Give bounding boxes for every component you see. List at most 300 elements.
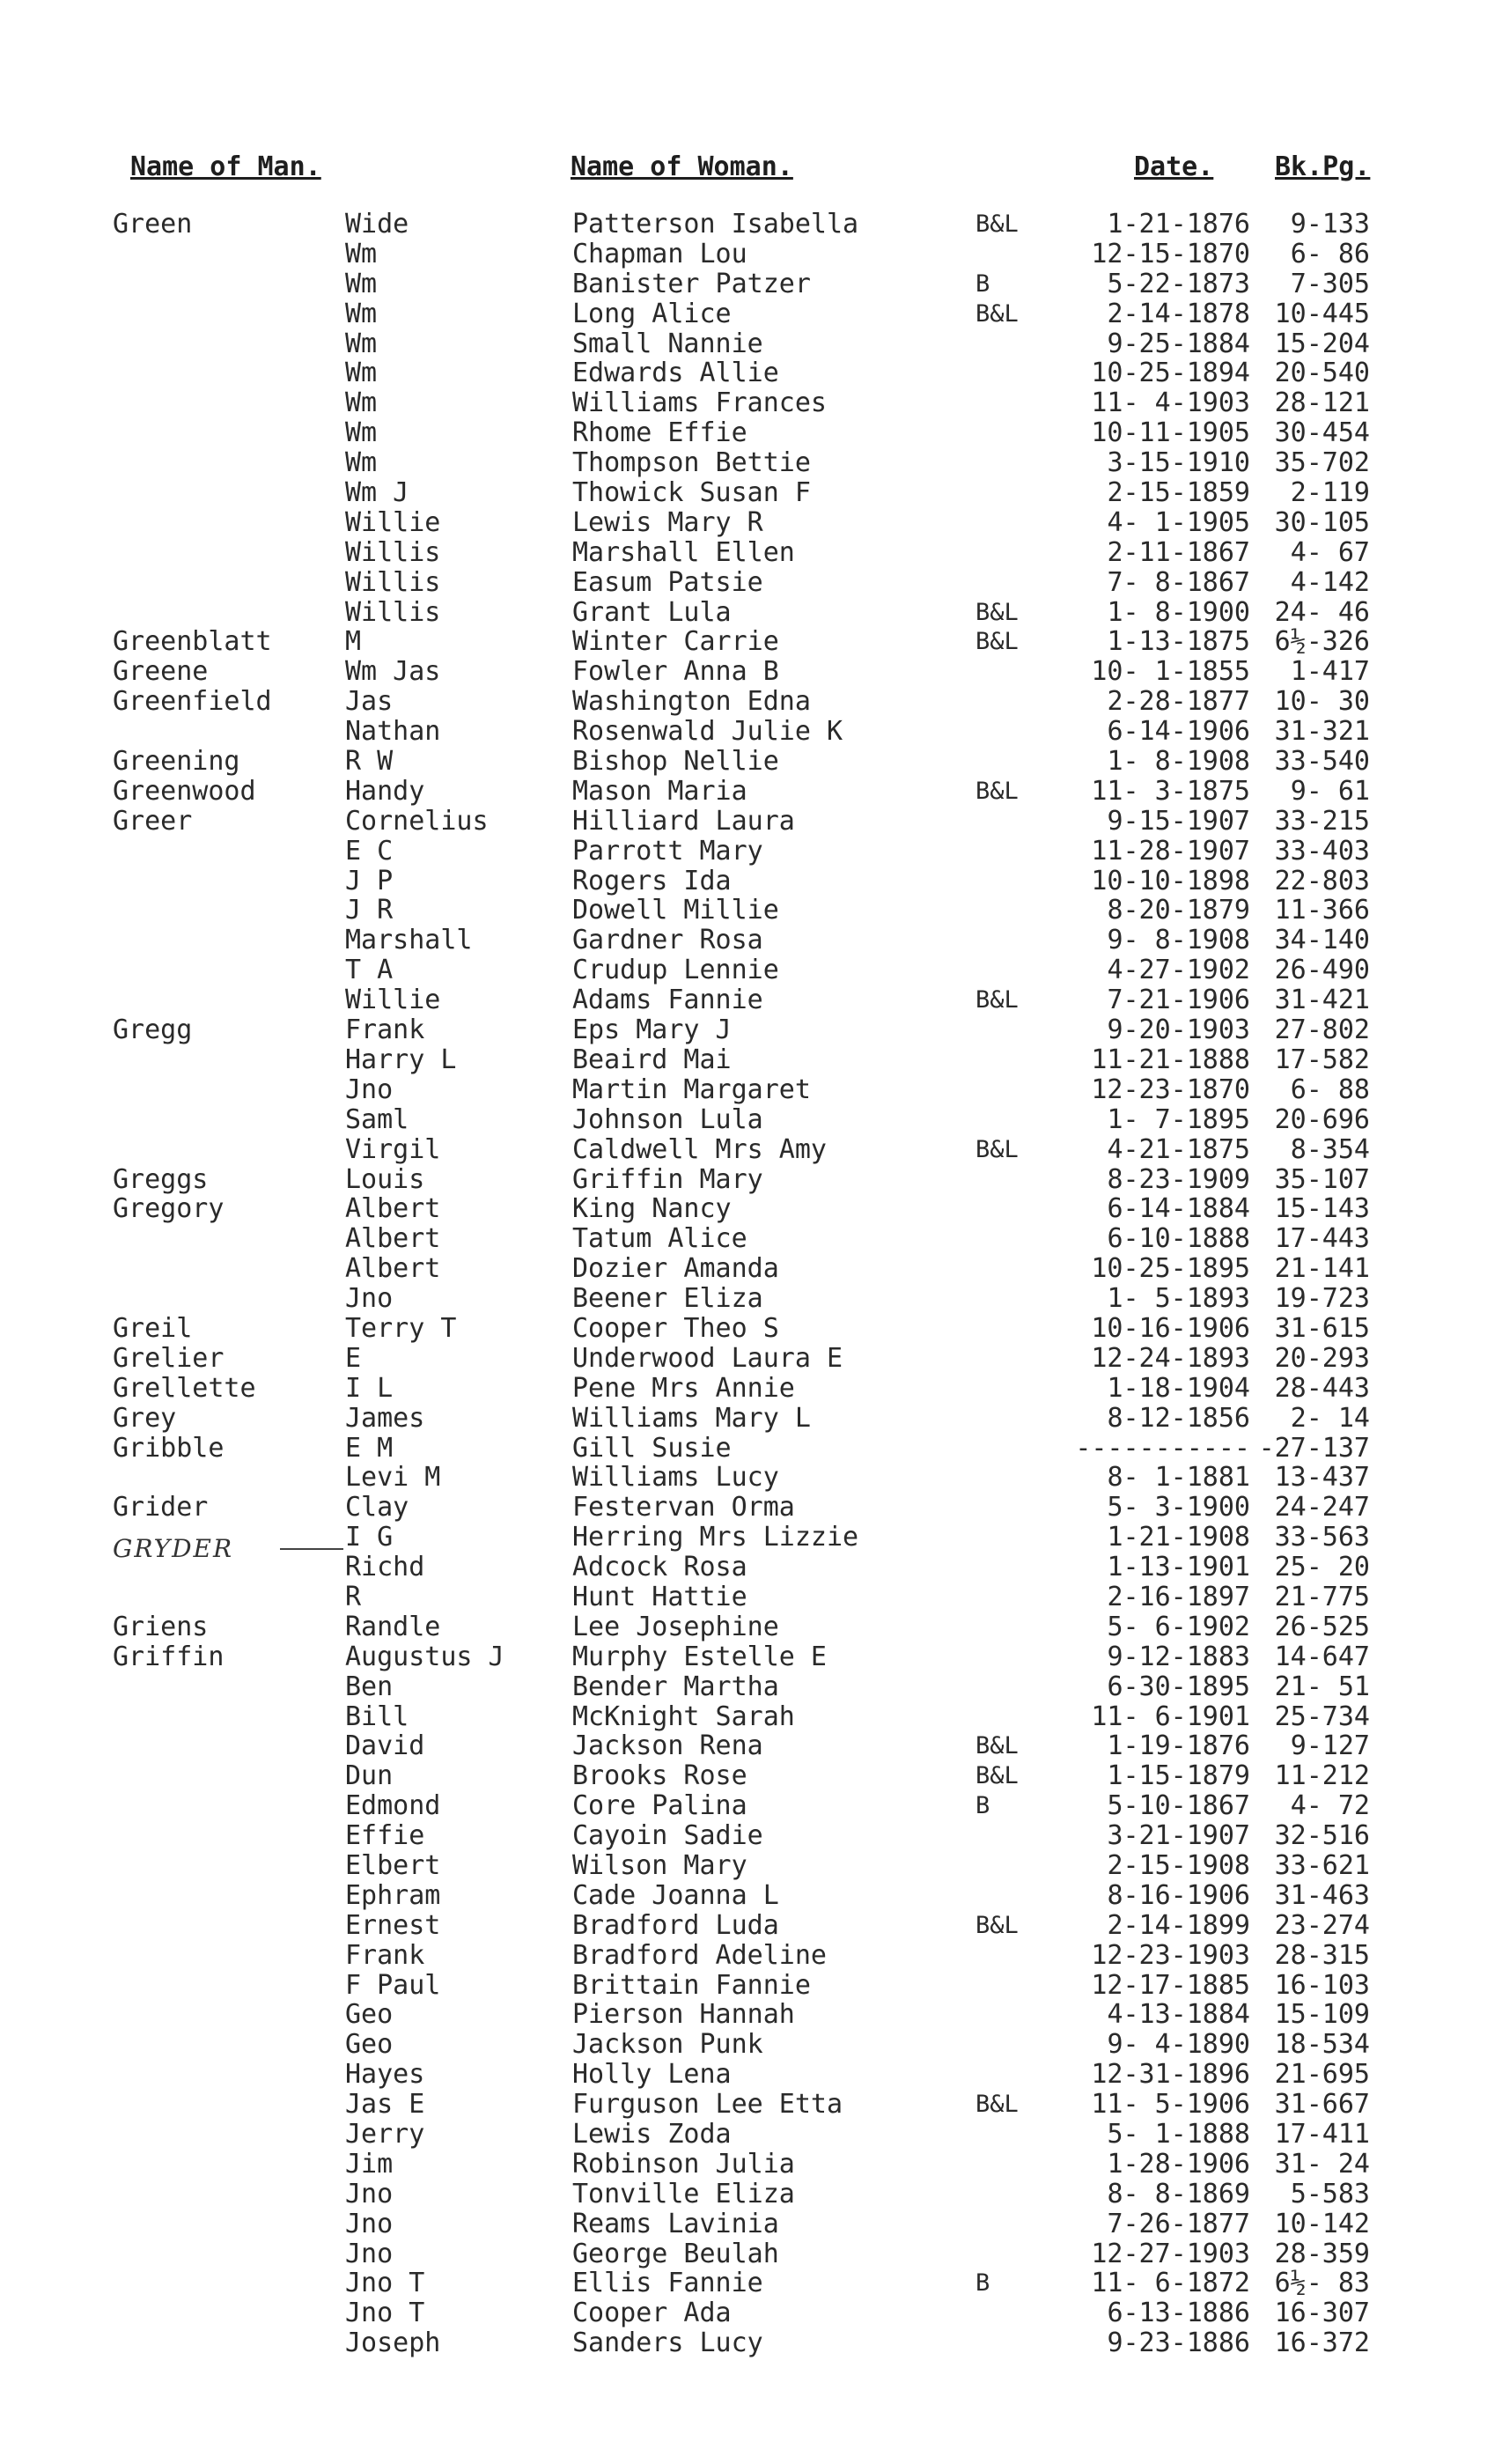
- book-page: 33-215: [1274, 805, 1370, 837]
- book-page: 11-366: [1274, 895, 1370, 926]
- woman-name: Griffin Mary: [572, 1163, 763, 1195]
- marriage-date: 1- 8-1900: [1107, 596, 1250, 628]
- man-first-name: F Paul: [345, 1969, 441, 2001]
- record-row: [0, 1851, 1502, 1881]
- record-row: [0, 269, 1502, 299]
- man-first-name: Clay: [345, 1492, 409, 1523]
- marriage-date: 4-21-1875: [1107, 1133, 1250, 1165]
- man-surname: Greggs: [113, 1163, 209, 1195]
- man-first-name: Jerry: [345, 2119, 425, 2150]
- book-page: 33-563: [1274, 1522, 1370, 1553]
- book-page: 32-516: [1274, 1820, 1370, 1852]
- record-row: [0, 1672, 1502, 1702]
- record-code: B&L: [976, 1911, 1019, 1939]
- woman-name: Underwood Laura E: [572, 1342, 843, 1374]
- record-row: [0, 657, 1502, 687]
- marriage-date: -----------: [1075, 1432, 1250, 1464]
- book-page: 5-583: [1290, 2178, 1370, 2209]
- man-first-name: Wm J: [345, 477, 409, 509]
- record-code: B: [976, 1792, 990, 1820]
- man-first-name: Ephram: [345, 1879, 441, 1911]
- marriage-date: 8- 8-1869: [1107, 2178, 1250, 2209]
- book-page: 16-103: [1274, 1969, 1370, 2001]
- woman-name: Adcock Rosa: [572, 1552, 747, 1583]
- record-row: [0, 448, 1502, 478]
- record-row: [0, 867, 1502, 896]
- man-first-name: T A: [345, 955, 394, 986]
- book-page: 2- 14: [1290, 1402, 1370, 1434]
- marriage-date: 5-22-1873: [1107, 268, 1250, 299]
- book-page: 25-734: [1274, 1700, 1370, 1732]
- man-surname: Grellette: [113, 1372, 256, 1404]
- record-row: [0, 2180, 1502, 2209]
- woman-name: Lee Josephine: [572, 1611, 779, 1642]
- book-page: 7-305: [1290, 268, 1370, 299]
- marriage-date: 8-23-1909: [1107, 1163, 1250, 1195]
- woman-name: Dowell Millie: [572, 895, 779, 926]
- record-row: [0, 1075, 1502, 1105]
- record-row: [0, 687, 1502, 717]
- woman-name: Easum Patsie: [572, 566, 763, 598]
- marriage-date: 12-17-1885: [1091, 1969, 1250, 2001]
- man-first-name: Wide: [345, 209, 409, 240]
- marriage-date: 1-15-1879: [1107, 1760, 1250, 1792]
- book-page: 31-615: [1274, 1312, 1370, 1344]
- record-row: [0, 299, 1502, 329]
- woman-name: Herring Mrs Lizzie: [572, 1522, 859, 1553]
- man-surname: Gribble: [113, 1432, 225, 1464]
- woman-name: King Nancy: [572, 1193, 732, 1225]
- record-row: [0, 2209, 1502, 2239]
- man-first-name: Virgil: [345, 1133, 441, 1165]
- man-surname: Griffin: [113, 1641, 225, 1672]
- woman-name: Beener Eliza: [572, 1283, 763, 1315]
- record-row: [0, 478, 1502, 508]
- marriage-date: 10-16-1906: [1091, 1312, 1250, 1344]
- marriage-date: 1-13-1901: [1107, 1552, 1250, 1583]
- book-page: 16-307: [1274, 2298, 1370, 2329]
- man-first-name: Jno T: [345, 2298, 425, 2329]
- record-row: [0, 1582, 1502, 1612]
- woman-name: Tonville Eliza: [572, 2178, 795, 2209]
- woman-name: Rhome Effie: [572, 417, 747, 449]
- book-page: 28-121: [1274, 387, 1370, 419]
- man-first-name: Saml: [345, 1103, 409, 1135]
- record-code: B&L: [976, 299, 1019, 328]
- record-row: [0, 926, 1502, 955]
- marriage-date: 8-16-1906: [1107, 1879, 1250, 1911]
- record-row: [0, 1404, 1502, 1434]
- marriage-date: 10- 1-1855: [1091, 656, 1250, 688]
- record-code: B&L: [976, 1762, 1019, 1790]
- book-page: 21- 51: [1274, 1671, 1370, 1702]
- woman-name: Williams Mary L: [572, 1402, 811, 1434]
- man-first-name: Jas E: [345, 2089, 425, 2121]
- marriage-date: 1-13-1875: [1107, 626, 1250, 658]
- book-page: 4- 72: [1290, 1790, 1370, 1822]
- record-row: [0, 1881, 1502, 1911]
- man-first-name: Wm: [345, 358, 378, 389]
- marriage-date: 1- 8-1908: [1107, 746, 1250, 778]
- record-row: [0, 2120, 1502, 2150]
- woman-name: Cooper Ada: [572, 2298, 732, 2329]
- marriage-date: 2-14-1899: [1107, 1909, 1250, 1941]
- record-row: [0, 388, 1502, 418]
- record-code: B: [976, 2269, 990, 2298]
- book-page: 4-142: [1290, 566, 1370, 598]
- woman-name: Reams Lavinia: [572, 2208, 779, 2239]
- record-code: B&L: [976, 598, 1019, 626]
- record-row: [0, 1224, 1502, 1254]
- record-row: [0, 1284, 1502, 1314]
- book-page: 27-802: [1274, 1014, 1370, 1046]
- book-page: 15-204: [1274, 328, 1370, 359]
- handwritten-dash-line: [280, 1548, 343, 1550]
- book-page: 10-445: [1274, 298, 1370, 329]
- book-page: 11-212: [1274, 1760, 1370, 1792]
- book-page: 20-293: [1274, 1342, 1370, 1374]
- record-row: [0, 1105, 1502, 1135]
- man-first-name: Augustus J: [345, 1641, 504, 1672]
- marriage-date: 8-12-1856: [1107, 1402, 1250, 1434]
- book-page: 17-443: [1274, 1223, 1370, 1255]
- marriage-date: 11- 3-1875: [1091, 775, 1250, 807]
- record-row: [0, 627, 1502, 657]
- woman-name: Pierson Hannah: [572, 1999, 795, 2031]
- record-row: [0, 2269, 1502, 2298]
- book-page: 31-421: [1274, 985, 1370, 1016]
- record-row: [0, 837, 1502, 867]
- record-row: [0, 1344, 1502, 1374]
- book-page: 4- 67: [1290, 536, 1370, 568]
- man-surname: Grelier: [113, 1342, 225, 1374]
- record-row: [0, 1045, 1502, 1075]
- book-page: 6½- 83: [1274, 2268, 1370, 2299]
- woman-name: Dozier Amanda: [572, 1253, 779, 1285]
- record-code: B&L: [976, 777, 1019, 805]
- man-surname: Greil: [113, 1312, 193, 1344]
- man-surname: Greenwood: [113, 775, 256, 807]
- book-page: 17-582: [1274, 1044, 1370, 1075]
- woman-name: Thompson Bettie: [572, 447, 811, 479]
- woman-name: Winter Carrie: [572, 626, 779, 658]
- man-first-name: Nathan: [345, 716, 441, 748]
- man-first-name: Jim: [345, 2148, 394, 2180]
- woman-name: Bradford Luda: [572, 1909, 779, 1941]
- woman-name: Core Palina: [572, 1790, 747, 1822]
- header-name-of-woman: Name of Woman.: [571, 151, 793, 182]
- marriage-date: 7- 8-1867: [1107, 566, 1250, 598]
- record-row: [0, 2090, 1502, 2120]
- woman-name: Williams Frances: [572, 387, 827, 419]
- book-page: 6- 86: [1290, 238, 1370, 269]
- record-row: [0, 1911, 1502, 1941]
- woman-name: Jackson Punk: [572, 2029, 763, 2061]
- book-page: 24- 46: [1274, 596, 1370, 628]
- book-page: 28-359: [1274, 2238, 1370, 2269]
- woman-name: Lewis Zoda: [572, 2119, 732, 2150]
- man-first-name: Wm: [345, 298, 378, 329]
- book-page: 22-803: [1274, 865, 1370, 896]
- marriage-date: 5- 3-1900: [1107, 1492, 1250, 1523]
- man-first-name: Wm: [345, 417, 378, 449]
- marriage-date: 10-25-1895: [1091, 1253, 1250, 1285]
- man-first-name: E: [345, 1342, 362, 1374]
- record-row: [0, 1941, 1502, 1971]
- man-surname: Greenfield: [113, 686, 272, 718]
- woman-name: Small Nannie: [572, 328, 763, 359]
- man-first-name: Wm: [345, 238, 378, 269]
- marriage-date: 6-30-1895: [1107, 1671, 1250, 1702]
- record-row: [0, 1791, 1502, 1821]
- marriage-date: 1-18-1904: [1107, 1372, 1250, 1404]
- marriage-date: 9-25-1884: [1107, 328, 1250, 359]
- book-page: 18-534: [1274, 2029, 1370, 2061]
- marriage-date: 6-14-1906: [1107, 716, 1250, 748]
- record-row: [0, 508, 1502, 538]
- record-code: B&L: [976, 986, 1019, 1014]
- woman-name: Tatum Alice: [572, 1223, 747, 1255]
- man-first-name: Cornelius: [345, 805, 489, 837]
- woman-name: Robinson Julia: [572, 2148, 795, 2180]
- record-row: [0, 240, 1502, 269]
- woman-name: Chapman Lou: [572, 238, 747, 269]
- book-page: 20-696: [1274, 1103, 1370, 1135]
- book-page: 26-490: [1274, 955, 1370, 986]
- woman-name: Sanders Lucy: [572, 2328, 763, 2359]
- man-first-name: Albert: [345, 1223, 441, 1255]
- woman-name: Martin Margaret: [572, 1073, 811, 1105]
- marriage-date: 2-15-1859: [1107, 477, 1250, 509]
- woman-name: Crudup Lennie: [572, 955, 779, 986]
- marriage-date: 8-20-1879: [1107, 895, 1250, 926]
- woman-name: Johnson Lula: [572, 1103, 763, 1135]
- man-surname: Griens: [113, 1611, 209, 1642]
- book-page: 34-140: [1274, 925, 1370, 956]
- woman-name: Caldwell Mrs Amy: [572, 1133, 827, 1165]
- man-first-name: R W: [345, 746, 394, 778]
- book-page: 15-143: [1274, 1193, 1370, 1225]
- record-row: [0, 1434, 1502, 1464]
- man-first-name: J P: [345, 865, 394, 896]
- record-row: [0, 985, 1502, 1015]
- woman-name: Edwards Allie: [572, 358, 779, 389]
- woman-name: Grant Lula: [572, 596, 732, 628]
- man-first-name: Ernest: [345, 1909, 441, 1941]
- record-row: [0, 1015, 1502, 1045]
- book-page: 23-274: [1274, 1909, 1370, 1941]
- man-surname: Greening: [113, 746, 240, 778]
- marriage-date: 4-27-1902: [1107, 955, 1250, 986]
- marriage-record-list: [0, 210, 1502, 2358]
- man-first-name: Jno T: [345, 2268, 425, 2299]
- woman-name: Cooper Theo S: [572, 1312, 779, 1344]
- man-first-name: Geo: [345, 1999, 394, 2031]
- man-first-name: Handy: [345, 775, 425, 807]
- marriage-date: 6-10-1888: [1107, 1223, 1250, 1255]
- header-date: Date.: [1134, 151, 1214, 182]
- record-code: B&L: [976, 2091, 1019, 2119]
- marriage-date: 2-16-1897: [1107, 1581, 1250, 1612]
- woman-name: Festervan Orma: [572, 1492, 795, 1523]
- marriage-date: 1- 5-1893: [1107, 1283, 1250, 1315]
- marriage-date: 10-25-1894: [1091, 358, 1250, 389]
- book-page: 10- 30: [1274, 686, 1370, 718]
- record-row: [0, 1135, 1502, 1165]
- woman-name: Fowler Anna B: [572, 656, 779, 688]
- man-first-name: Joseph: [345, 2328, 441, 2359]
- man-first-name: Hayes: [345, 2059, 425, 2091]
- man-first-name: Dun: [345, 1760, 394, 1792]
- handwritten-note: GRYDER: [113, 1534, 234, 1563]
- record-row: [0, 1642, 1502, 1672]
- book-page: 21-141: [1274, 1253, 1370, 1285]
- marriage-date: 2-15-1908: [1107, 1849, 1250, 1881]
- woman-name: Rogers Ida: [572, 865, 732, 896]
- record-code: B&L: [976, 628, 1019, 656]
- record-row: [0, 1463, 1502, 1493]
- woman-name: Long Alice: [572, 298, 732, 329]
- book-page: 24-247: [1274, 1492, 1370, 1523]
- marriage-date: 7-21-1906: [1107, 985, 1250, 1016]
- man-first-name: Levi M: [345, 1462, 441, 1494]
- book-page: 31-667: [1274, 2089, 1370, 2121]
- marriage-date: 11- 4-1903: [1091, 387, 1250, 419]
- woman-name: Eps Mary J: [572, 1014, 732, 1046]
- woman-name: Parrott Mary: [572, 835, 763, 867]
- man-surname: Greenblatt: [113, 626, 272, 658]
- record-row: [0, 2030, 1502, 2060]
- woman-name: Washington Edna: [572, 686, 811, 718]
- man-first-name: Edmond: [345, 1790, 441, 1822]
- book-page: 33-403: [1274, 835, 1370, 867]
- record-row: [0, 210, 1502, 240]
- book-page: 25- 20: [1274, 1552, 1370, 1583]
- woman-name: Hilliard Laura: [572, 805, 795, 837]
- record-row: [0, 358, 1502, 388]
- marriage-date: 12-31-1896: [1091, 2059, 1250, 2091]
- book-page: 21-695: [1274, 2059, 1370, 2091]
- man-first-name: I G: [345, 1522, 394, 1553]
- man-first-name: Geo: [345, 2029, 394, 2061]
- book-page: 16-372: [1274, 2328, 1370, 2359]
- man-first-name: Marshall: [345, 925, 473, 956]
- book-page: 35-107: [1274, 1163, 1370, 1195]
- woman-name: McKnight Sarah: [572, 1700, 795, 1732]
- woman-name: Bradford Adeline: [572, 1939, 827, 1971]
- marriage-date: 10-10-1898: [1091, 865, 1250, 896]
- header-book-page: Bk.Pg.: [1275, 151, 1371, 182]
- marriage-date: 12-15-1870: [1091, 238, 1250, 269]
- woman-name: Brooks Rose: [572, 1760, 747, 1792]
- marriage-date: 7-26-1877: [1107, 2208, 1250, 2239]
- man-surname: Greer: [113, 805, 193, 837]
- record-row: [0, 807, 1502, 837]
- book-page: -27-137: [1258, 1432, 1370, 1464]
- record-code: B&L: [976, 210, 1019, 238]
- woman-name: Holly Lena: [572, 2059, 732, 2091]
- woman-name: Beaird Mai: [572, 1044, 732, 1075]
- marriage-date: 5-10-1867: [1107, 1790, 1250, 1822]
- record-row: [0, 1612, 1502, 1642]
- record-row: [0, 1314, 1502, 1344]
- book-page: 31-463: [1274, 1879, 1370, 1911]
- book-page: 33-540: [1274, 746, 1370, 778]
- record-row: [0, 2060, 1502, 2090]
- record-code: B: [976, 269, 990, 298]
- marriage-date: 10-11-1905: [1091, 417, 1250, 449]
- marriage-date: 9-15-1907: [1107, 805, 1250, 837]
- marriage-date: 11- 5-1906: [1091, 2089, 1250, 2121]
- marriage-date: 3-15-1910: [1107, 447, 1250, 479]
- marriage-date: 2-11-1867: [1107, 536, 1250, 568]
- woman-name: Banister Patzer: [572, 268, 811, 299]
- record-row: [0, 568, 1502, 598]
- woman-name: Adams Fannie: [572, 985, 763, 1016]
- man-surname: Grey: [113, 1402, 177, 1434]
- man-first-name: Albert: [345, 1253, 441, 1285]
- man-first-name: Wm: [345, 387, 378, 419]
- marriage-date: 11-21-1888: [1091, 1044, 1250, 1075]
- book-page: 6½-326: [1274, 626, 1370, 658]
- book-page: 15-109: [1274, 1999, 1370, 2031]
- man-first-name: Willie: [345, 985, 441, 1016]
- marriage-date: 12-23-1903: [1091, 1939, 1250, 1971]
- book-page: 31- 24: [1274, 2148, 1370, 2180]
- marriage-date: 3-21-1907: [1107, 1820, 1250, 1852]
- man-first-name: E C: [345, 835, 394, 867]
- marriage-date: 4- 1-1905: [1107, 506, 1250, 538]
- man-first-name: Jno: [345, 2208, 394, 2239]
- man-first-name: Wm Jas: [345, 656, 441, 688]
- book-page: 20-540: [1274, 358, 1370, 389]
- record-row: [0, 1731, 1502, 1761]
- book-page: 19-723: [1274, 1283, 1370, 1315]
- woman-name: Thowick Susan F: [572, 477, 811, 509]
- man-first-name: M: [345, 626, 362, 658]
- marriage-date: 6-14-1884: [1107, 1193, 1250, 1225]
- man-first-name: Louis: [345, 1163, 425, 1195]
- woman-name: Furguson Lee Etta: [572, 2089, 843, 2121]
- record-row: [0, 598, 1502, 628]
- book-page: 9- 61: [1290, 775, 1370, 807]
- marriage-date: 12-23-1870: [1091, 1073, 1250, 1105]
- marriage-date: 1-28-1906: [1107, 2148, 1250, 2180]
- record-row: [0, 2328, 1502, 2358]
- record-row: [0, 418, 1502, 448]
- book-page: 28-315: [1274, 1939, 1370, 1971]
- marriage-date: 9-23-1886: [1107, 2328, 1250, 2359]
- record-row: [0, 1254, 1502, 1284]
- man-first-name: Frank: [345, 1014, 425, 1046]
- woman-name: Cade Joanna L: [572, 1879, 779, 1911]
- woman-name: Williams Lucy: [572, 1462, 779, 1494]
- record-row: [0, 747, 1502, 777]
- marriage-date: 5- 6-1902: [1107, 1611, 1250, 1642]
- record-row: [0, 1194, 1502, 1224]
- book-page: 28-443: [1274, 1372, 1370, 1404]
- record-row: [0, 717, 1502, 747]
- man-first-name: Willis: [345, 596, 441, 628]
- record-row: [0, 1971, 1502, 2001]
- book-page: 31-321: [1274, 716, 1370, 748]
- record-row: [0, 538, 1502, 568]
- man-surname: Gregg: [113, 1014, 193, 1046]
- book-page: 17-411: [1274, 2119, 1370, 2150]
- man-first-name: Effie: [345, 1820, 425, 1852]
- record-row: [0, 1493, 1502, 1523]
- woman-name: Mason Maria: [572, 775, 747, 807]
